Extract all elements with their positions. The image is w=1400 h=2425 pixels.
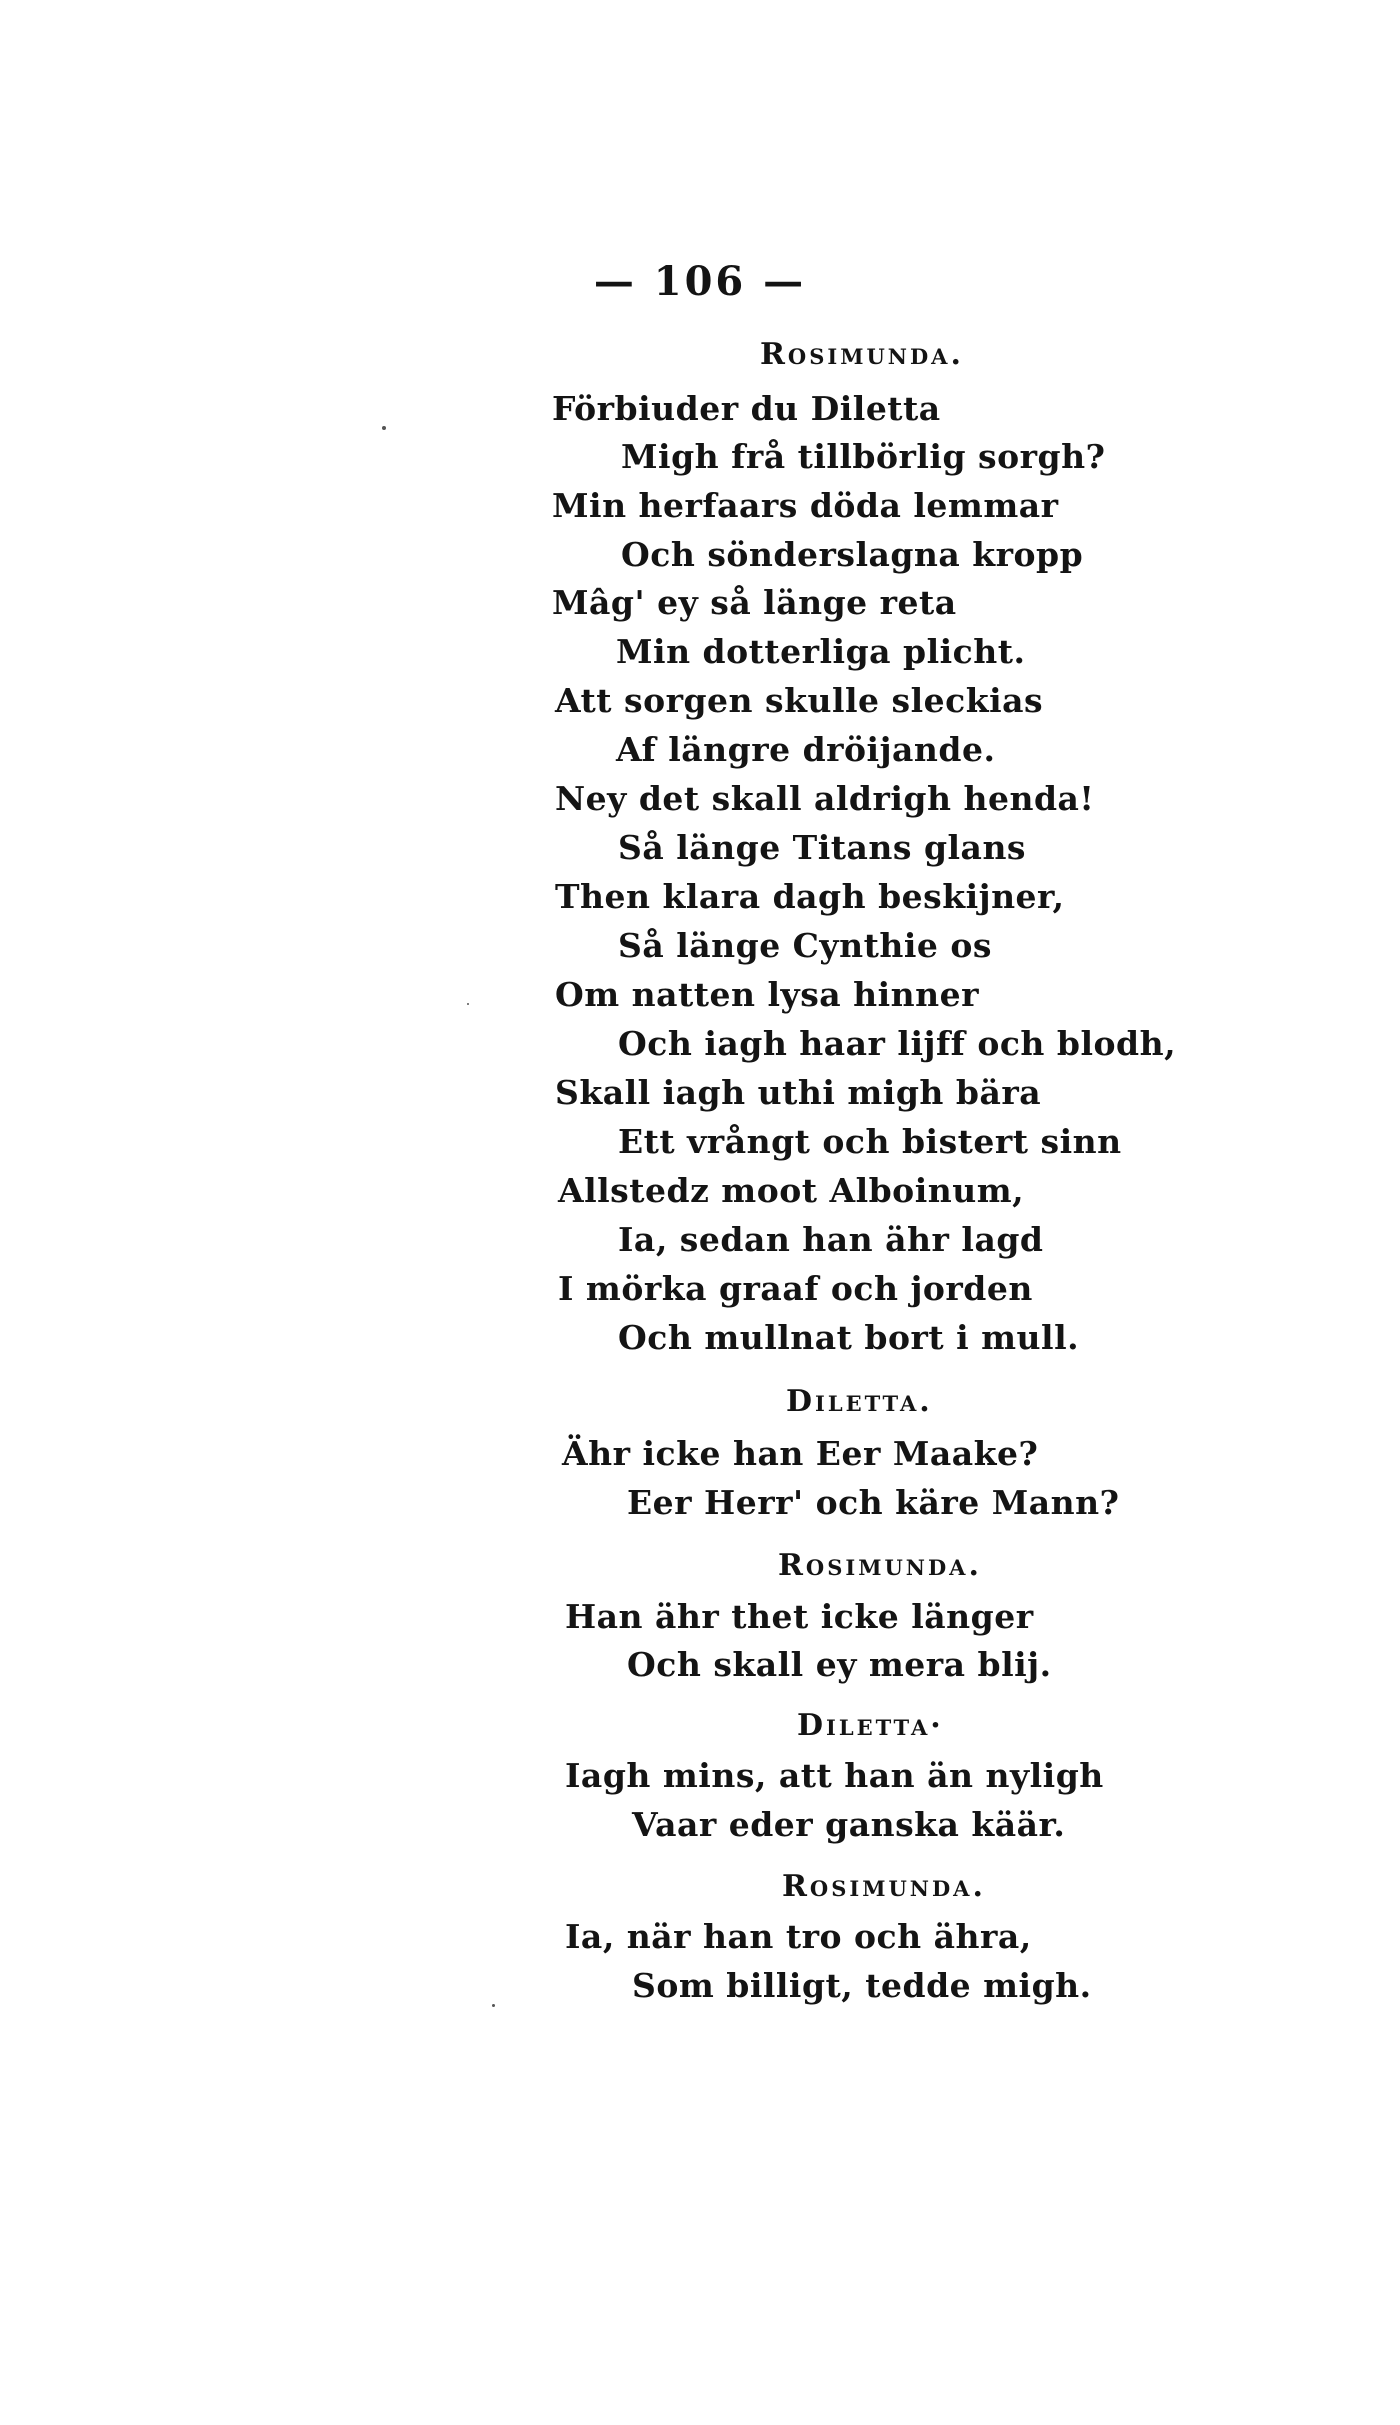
verse-line: Om natten lysa hinner [555,975,980,1014]
verse-line: Och iagh haar lijff och blodh, [618,1024,1177,1063]
verse-line: Allstedz moot Alboinum, [558,1171,1025,1210]
verse-line: Min dotterliga plicht. [616,632,1026,671]
verse-line: Ney det skall aldrigh henda! [555,779,1095,818]
speaker-name: Diletta· [797,1708,944,1743]
verse-line: Eer Herr' och käre Mann? [627,1483,1120,1522]
verse-line: Ia, sedan han ähr lagd [618,1220,1044,1259]
verse-line: Ett vrångt och bistert sinn [618,1122,1122,1161]
verse-line: Och sönderslagna kropp [621,535,1084,574]
verse-line: Vaar eder ganska käär. [632,1805,1066,1844]
speaker-name: Diletta. [786,1384,933,1419]
verse-line: Ähr icke han Eer Maake? [562,1434,1039,1473]
scan-speck [467,1003,469,1005]
speaker-name: Rosimunda. [782,1869,986,1904]
verse-line: Så länge Cynthie os [618,926,992,965]
verse-line: Så länge Titans glans [618,828,1027,867]
verse-line: Iagh mins, att han än nyligh [565,1756,1104,1795]
verse-line: I mörka graaf och jorden [558,1269,1033,1308]
verse-line: Förbiuder du Diletta [552,389,941,428]
verse-line: Mâg' ey så länge reta [552,583,957,622]
verse-line: Migh frå tillbörlig sorgh? [621,437,1106,476]
verse-line: Af längre dröijande. [616,730,996,769]
page-number: — 106 — [593,258,807,305]
verse-line: Ia, när han tro och ähra, [565,1917,1032,1956]
scan-speck [382,426,386,430]
verse-line: Och skall ey mera blij. [627,1645,1052,1684]
scan-speck [492,2004,495,2007]
verse-line: Min herfaars döda lemmar [552,486,1059,525]
verse-line: Skall iagh uthi migh bära [555,1073,1042,1112]
speaker-name: Rosimunda. [778,1548,982,1583]
verse-line: Som billigt, tedde migh. [632,1966,1092,2005]
verse-line: Han ähr thet icke länger [565,1597,1034,1636]
verse-line: Att sorgen skulle sleckias [555,681,1044,720]
verse-line: Then klara dagh beskijner, [555,877,1065,916]
speaker-name: Rosimunda. [760,337,964,372]
verse-line: Och mullnat bort i mull. [618,1318,1080,1357]
